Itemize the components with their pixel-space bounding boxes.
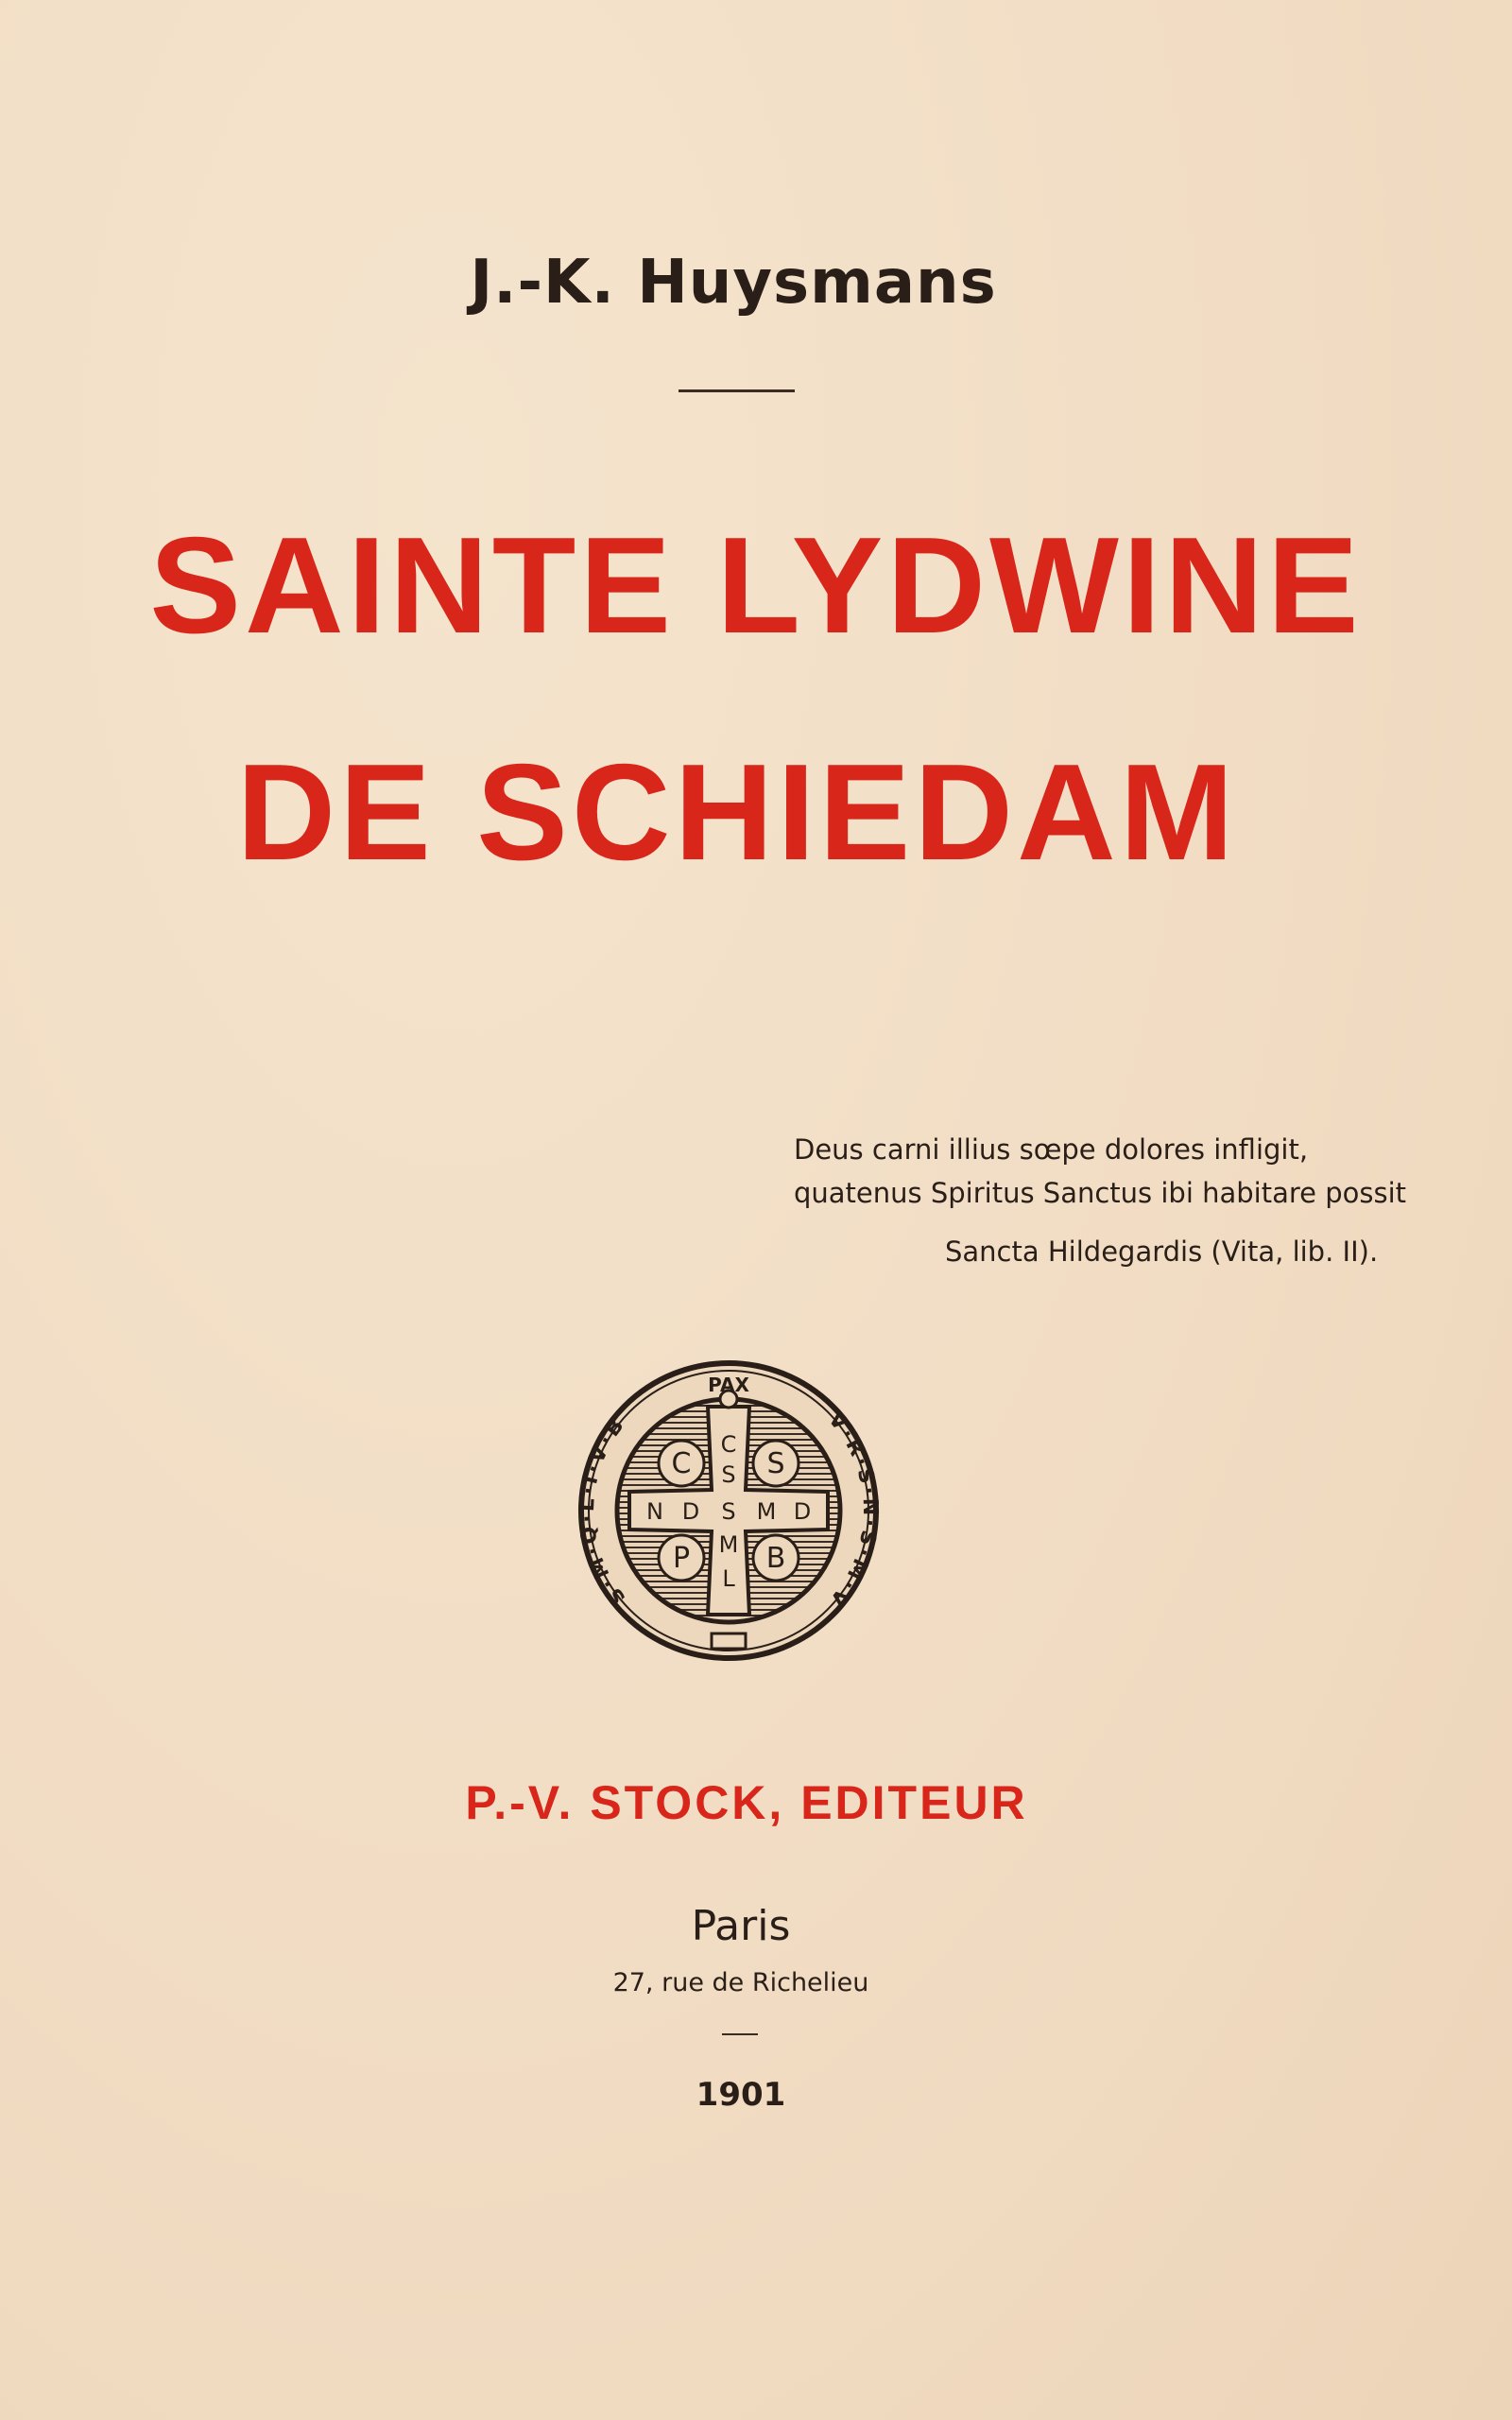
medal-ring-right: V·R·S·N·S·M·V [823,1408,882,1614]
author-name: J.-K. Huysmans [470,248,997,318]
medal-letter: M [756,1498,777,1525]
epigraph-line-2: quatenus Spiritus Sanctus ibi habitare possit [794,1177,1407,1209]
divider [679,389,795,392]
medal-letter: M [718,1531,739,1558]
medal-top-text: PAX [708,1374,749,1396]
address: 27, rue de Richelieu [612,1968,869,1997]
medal-letter: D [681,1498,700,1525]
publication-year: 1901 [696,2076,786,2114]
title-line-1: SAINTE LYDWINE [149,509,1363,662]
medal-letter: L [722,1565,735,1592]
medal-letter: S [721,1461,736,1488]
medal-ring-left: S·M·Q·L·I·V·B [576,1411,631,1610]
medal-letter: P [672,1542,691,1575]
medal-letter: C [671,1447,692,1480]
epigraph-line-1: Deus carni illius sœpe dolores infligit, [794,1133,1309,1166]
city: Paris [691,1902,791,1950]
publisher: P.-V. STOCK, EDITEUR [465,1776,1028,1829]
medal-letter: S [766,1447,785,1480]
title-line-2: DE SCHIEDAM [236,735,1238,889]
epigraph-attribution: Sancta Hildegardis (Vita, lib. II). [945,1236,1379,1268]
medal-letter: D [793,1498,812,1525]
medal-letter: S [721,1498,736,1525]
medal-letter: N [646,1498,663,1525]
divider-small [722,2033,758,2035]
saint-benedict-medal-emblem [576,1357,882,1664]
medal-letter: C [720,1431,737,1458]
medal-letter: B [765,1542,786,1575]
